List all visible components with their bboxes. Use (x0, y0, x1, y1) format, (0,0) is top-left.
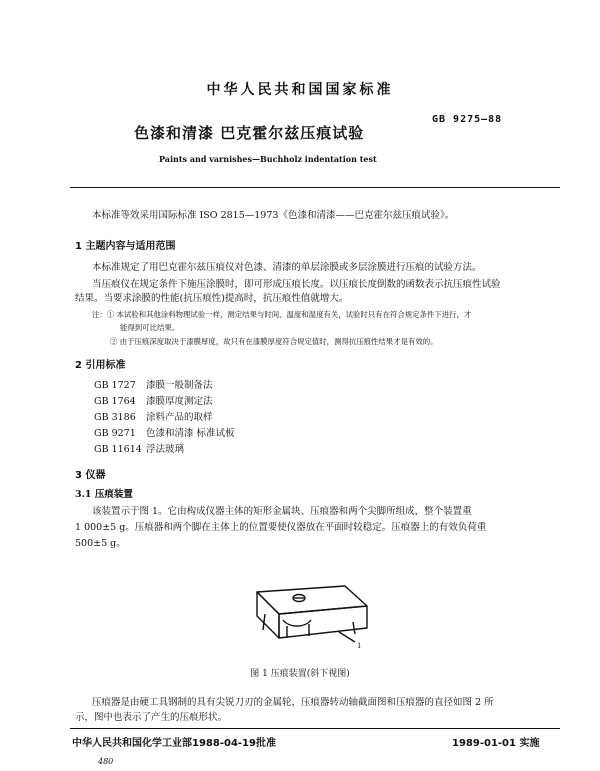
device-front-face (279, 606, 367, 638)
section-1-para-1: 本标准规定了用巴克霍尔兹压痕仪对色漆、清漆的单层涂膜或多层涂膜进行压痕的试验方法。 (92, 262, 482, 273)
figure-caption: 图 1 压痕装置(斜下视图) (250, 669, 350, 679)
reference-item (94, 396, 213, 408)
reference-item (94, 380, 213, 392)
intro-paragraph: 本标准等效采用国际标准 ISO 2815—1973《色漆和清漆——巴克霍尔兹压痕试验》。 (92, 210, 455, 221)
reference-code: GB 1764 (94, 396, 136, 407)
section-1-note-1-cont: 能得到可比结果。 (120, 323, 180, 332)
page-number: 480 (98, 757, 114, 766)
section-3-1-line-2: 1 000±5 g。压痕器和两个脚在主体上的位置要使仪器放在平面时较稳定。压痕器上的有效负荷重 (75, 522, 487, 533)
after-figure-line-2: 示，图中也表示了产生的压痕形状。 (75, 712, 228, 723)
section-1-heading: 1 主题内容与适用范围 (75, 241, 176, 252)
reference-code: GB 11614 (94, 444, 142, 455)
reference-title: 涂料产品的取样 (146, 412, 213, 423)
header-divider (70, 187, 560, 188)
device-left-face (257, 592, 279, 638)
standard-code: GB 9275—88 (432, 114, 503, 125)
standard-org-title: 中华人民共和国国家标准 (206, 82, 394, 98)
section-3-heading: 3 仪器 (75, 470, 106, 481)
reference-title: 漆膜厚度测定法 (146, 396, 213, 407)
section-3-1-line-3: 500±5 g。 (75, 538, 126, 549)
device-foot (353, 622, 355, 634)
section-1-para-2-cont: 结果。当要求涂膜的性能(抗压痕性)提高时，抗压痕性值就增大。 (75, 293, 349, 304)
device-top-face (257, 586, 367, 614)
section-2-heading: 2 引用标准 (75, 360, 126, 371)
figure-callout-label: 1 (357, 642, 362, 650)
reference-item (94, 428, 235, 440)
reference-code: GB 9271 (94, 428, 136, 439)
section-3-1-heading: 3.1 压痕装置 (75, 489, 133, 500)
section-3-1-line-1: 该装置示于图 1。它由构成仪器主体的矩形金属块、压痕器和两个尖脚所组成，整个装置重 (92, 506, 472, 517)
english-title: Paints and varnishes—Buchholz indentation test (159, 154, 377, 164)
reference-title: 色漆和清漆 标准试板 (146, 428, 235, 439)
footer-divider (70, 728, 560, 729)
reference-title: 浮法玻璃 (146, 444, 185, 455)
implementation-date: 1989-01-01 实施 (452, 738, 540, 749)
section-1-para-2: 当压痕仪在规定条件下施压涂膜时，即可形成压痕长度。以压痕长度倒数的函数表示抗压痕性试验 (92, 279, 501, 290)
device-foot (263, 614, 265, 630)
indentation-device-figure (235, 580, 375, 650)
reference-item (94, 412, 213, 424)
reference-item (94, 444, 184, 456)
section-1-note-1: 注：① 本试验和其他涂料物理试验一样，测定结果与时间、温度和湿度有关，试验时只有在符合规定条件下进行，才 (92, 310, 472, 319)
page-title: 色漆和清漆 巴克霍尔兹压痕试验 (134, 124, 365, 142)
section-1-note-2: ② 由于压痕深度取决于漆膜厚度，故只有在漆膜厚度符合规定值时，测得抗压痕性结果才是有效的。 (110, 337, 438, 346)
after-figure-line-1: 压痕器是由硬工具钢制的具有尖锐刀刃的金属轮，压痕器转动轴截面图和压痕器的直径如图 2 所 (92, 697, 494, 708)
reference-title: 漆膜一般制备法 (146, 380, 213, 391)
approval-date: 中华人民共和国化学工业部1988-04-19批准 (72, 738, 276, 749)
reference-code: GB 1727 (94, 380, 136, 391)
reference-code: GB 3186 (94, 412, 136, 423)
indenter-wheel (283, 620, 311, 626)
